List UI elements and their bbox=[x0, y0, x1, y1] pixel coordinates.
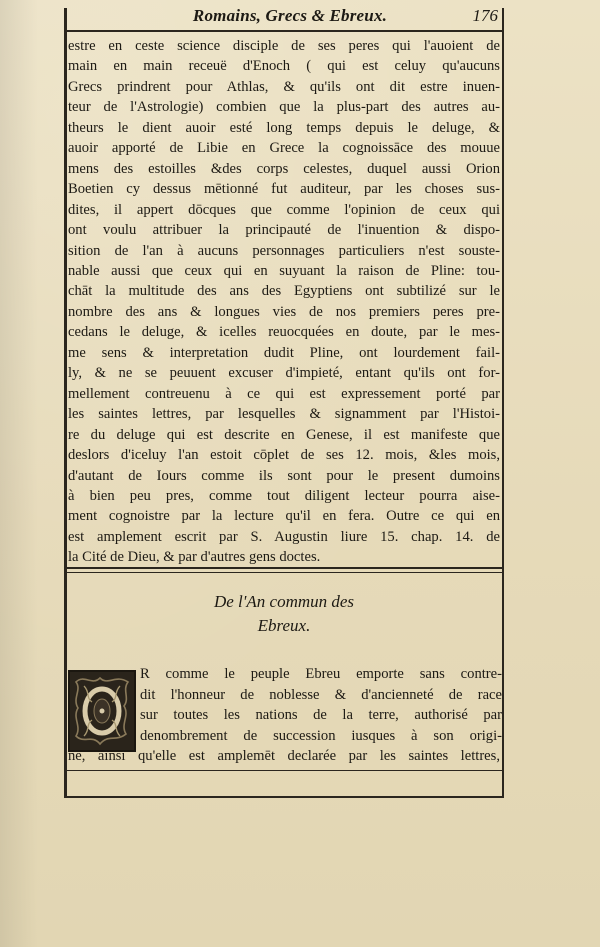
frame-rule-left bbox=[64, 8, 67, 798]
second-paragraph bbox=[140, 664, 502, 746]
section-rule-top-thin bbox=[64, 572, 504, 573]
text-line: à bien peu pres, comme tout diligent lecteur pourra aise- bbox=[68, 487, 500, 504]
ornament-icon bbox=[70, 672, 134, 750]
text-line: d'autant de Iours comme ils sont pour le present dumoins bbox=[68, 467, 500, 484]
section-heading-line: Ebreux. bbox=[257, 616, 311, 635]
text-line: estre en ceste science disciple de ses peres qui l'auoient de bbox=[68, 38, 500, 54]
text-line: me sens & interpretation dudit Pline, ont lourdement fail- bbox=[68, 344, 500, 361]
decorated-initial bbox=[68, 670, 136, 752]
text-line: teur de l'Astrologie) combien que la plus-part des autres au- bbox=[68, 99, 500, 116]
footer-rule-thin bbox=[64, 770, 504, 771]
text-line: est amplement escrit par S. Augustin liure 15. chap. 14. de bbox=[68, 528, 500, 545]
text-line: chāt la multitude des ans des Egyptiens ont subtilizé sur le bbox=[68, 283, 500, 300]
section-rule-top bbox=[64, 567, 504, 569]
text-line: ly, & ne se peuuent excuser d'impieté, entant qu'ils ont for- bbox=[68, 365, 500, 382]
text-line: nable aussi que ceux qui en suyuant la raison de Pline: tou- bbox=[68, 262, 500, 279]
text-line: R comme le peuple Ebreu emporte sans contre- bbox=[140, 666, 502, 682]
header-rule bbox=[64, 30, 504, 32]
section-heading-line: De l'An commun des bbox=[213, 592, 355, 611]
second-paragraph-continued bbox=[68, 746, 500, 767]
running-head: Romains, Grecs & Ebreux. bbox=[192, 6, 388, 25]
frame-rule-right bbox=[502, 8, 504, 798]
section-heading bbox=[68, 590, 500, 638]
text-line: denombrement de succession iusques à son origi- bbox=[140, 727, 502, 744]
text-line: deslors d'iceluy l'an estoit cōplet de ses 12. mois, &les mois, bbox=[68, 447, 500, 464]
text-line: main en main receuë d'Enoch ( qui est celuy qu'aucuns bbox=[68, 58, 500, 75]
text-line: ment cognoistre par la lecture qu'il en fera. Outre ce qui en bbox=[68, 508, 500, 525]
text-line: Boetien cy dessus mētionné fut auditeur, par les choses sus- bbox=[68, 181, 500, 198]
text-line: la Cité de Dieu, & par d'autres gens doctes. bbox=[68, 549, 321, 566]
text-line: les saintes lettres, par lesquelles & signamment par l'Histoi- bbox=[68, 406, 500, 423]
text-line: mellement contreuenu à ce qui est expressement porté par bbox=[68, 385, 500, 402]
gutter-shadow bbox=[0, 0, 38, 947]
text-line: ont voulu attribuer la principauté de l'inuention & dispo- bbox=[68, 222, 500, 239]
text-line: theurs le dient auoir esté long temps depuis le deluge, & bbox=[68, 119, 500, 136]
text-line: dites, il appert dōcques que comme l'opinion de ceux qui bbox=[68, 201, 500, 218]
main-paragraph bbox=[68, 36, 500, 568]
text-line: dit l'honneur de noblesse & d'ancienneté de race bbox=[140, 686, 502, 703]
text-line: cedans le deluge, & icelles reuocquées en doute, par le mes- bbox=[68, 324, 500, 341]
text-line: auoir apporté de Libie en Grece la cognoissāce des mouue bbox=[68, 140, 500, 157]
text-line: ne, ainsi qu'elle est amplemēt declarée par les saintes lettres, bbox=[68, 748, 500, 764]
text-line: sition de l'an à aucuns personnages particuliers n'est souste- bbox=[68, 242, 500, 259]
text-line: nombre des ans & longues vies de nos premiers peres pre- bbox=[68, 303, 500, 320]
text-line: sur toutes les nations de la terre, authorisé par bbox=[140, 707, 502, 723]
text-line: re du deluge qui est descrite en Genese, il est manifeste que bbox=[68, 426, 500, 443]
footer-rule bbox=[64, 796, 504, 798]
page-number: 176 bbox=[472, 6, 498, 25]
text-line: mens des estoilles &des corps celestes, duquel aussi Orion bbox=[68, 160, 500, 177]
text-line: Grecs prindrent pour Athlas, & qu'ils ont dit estre inuen- bbox=[68, 78, 500, 95]
